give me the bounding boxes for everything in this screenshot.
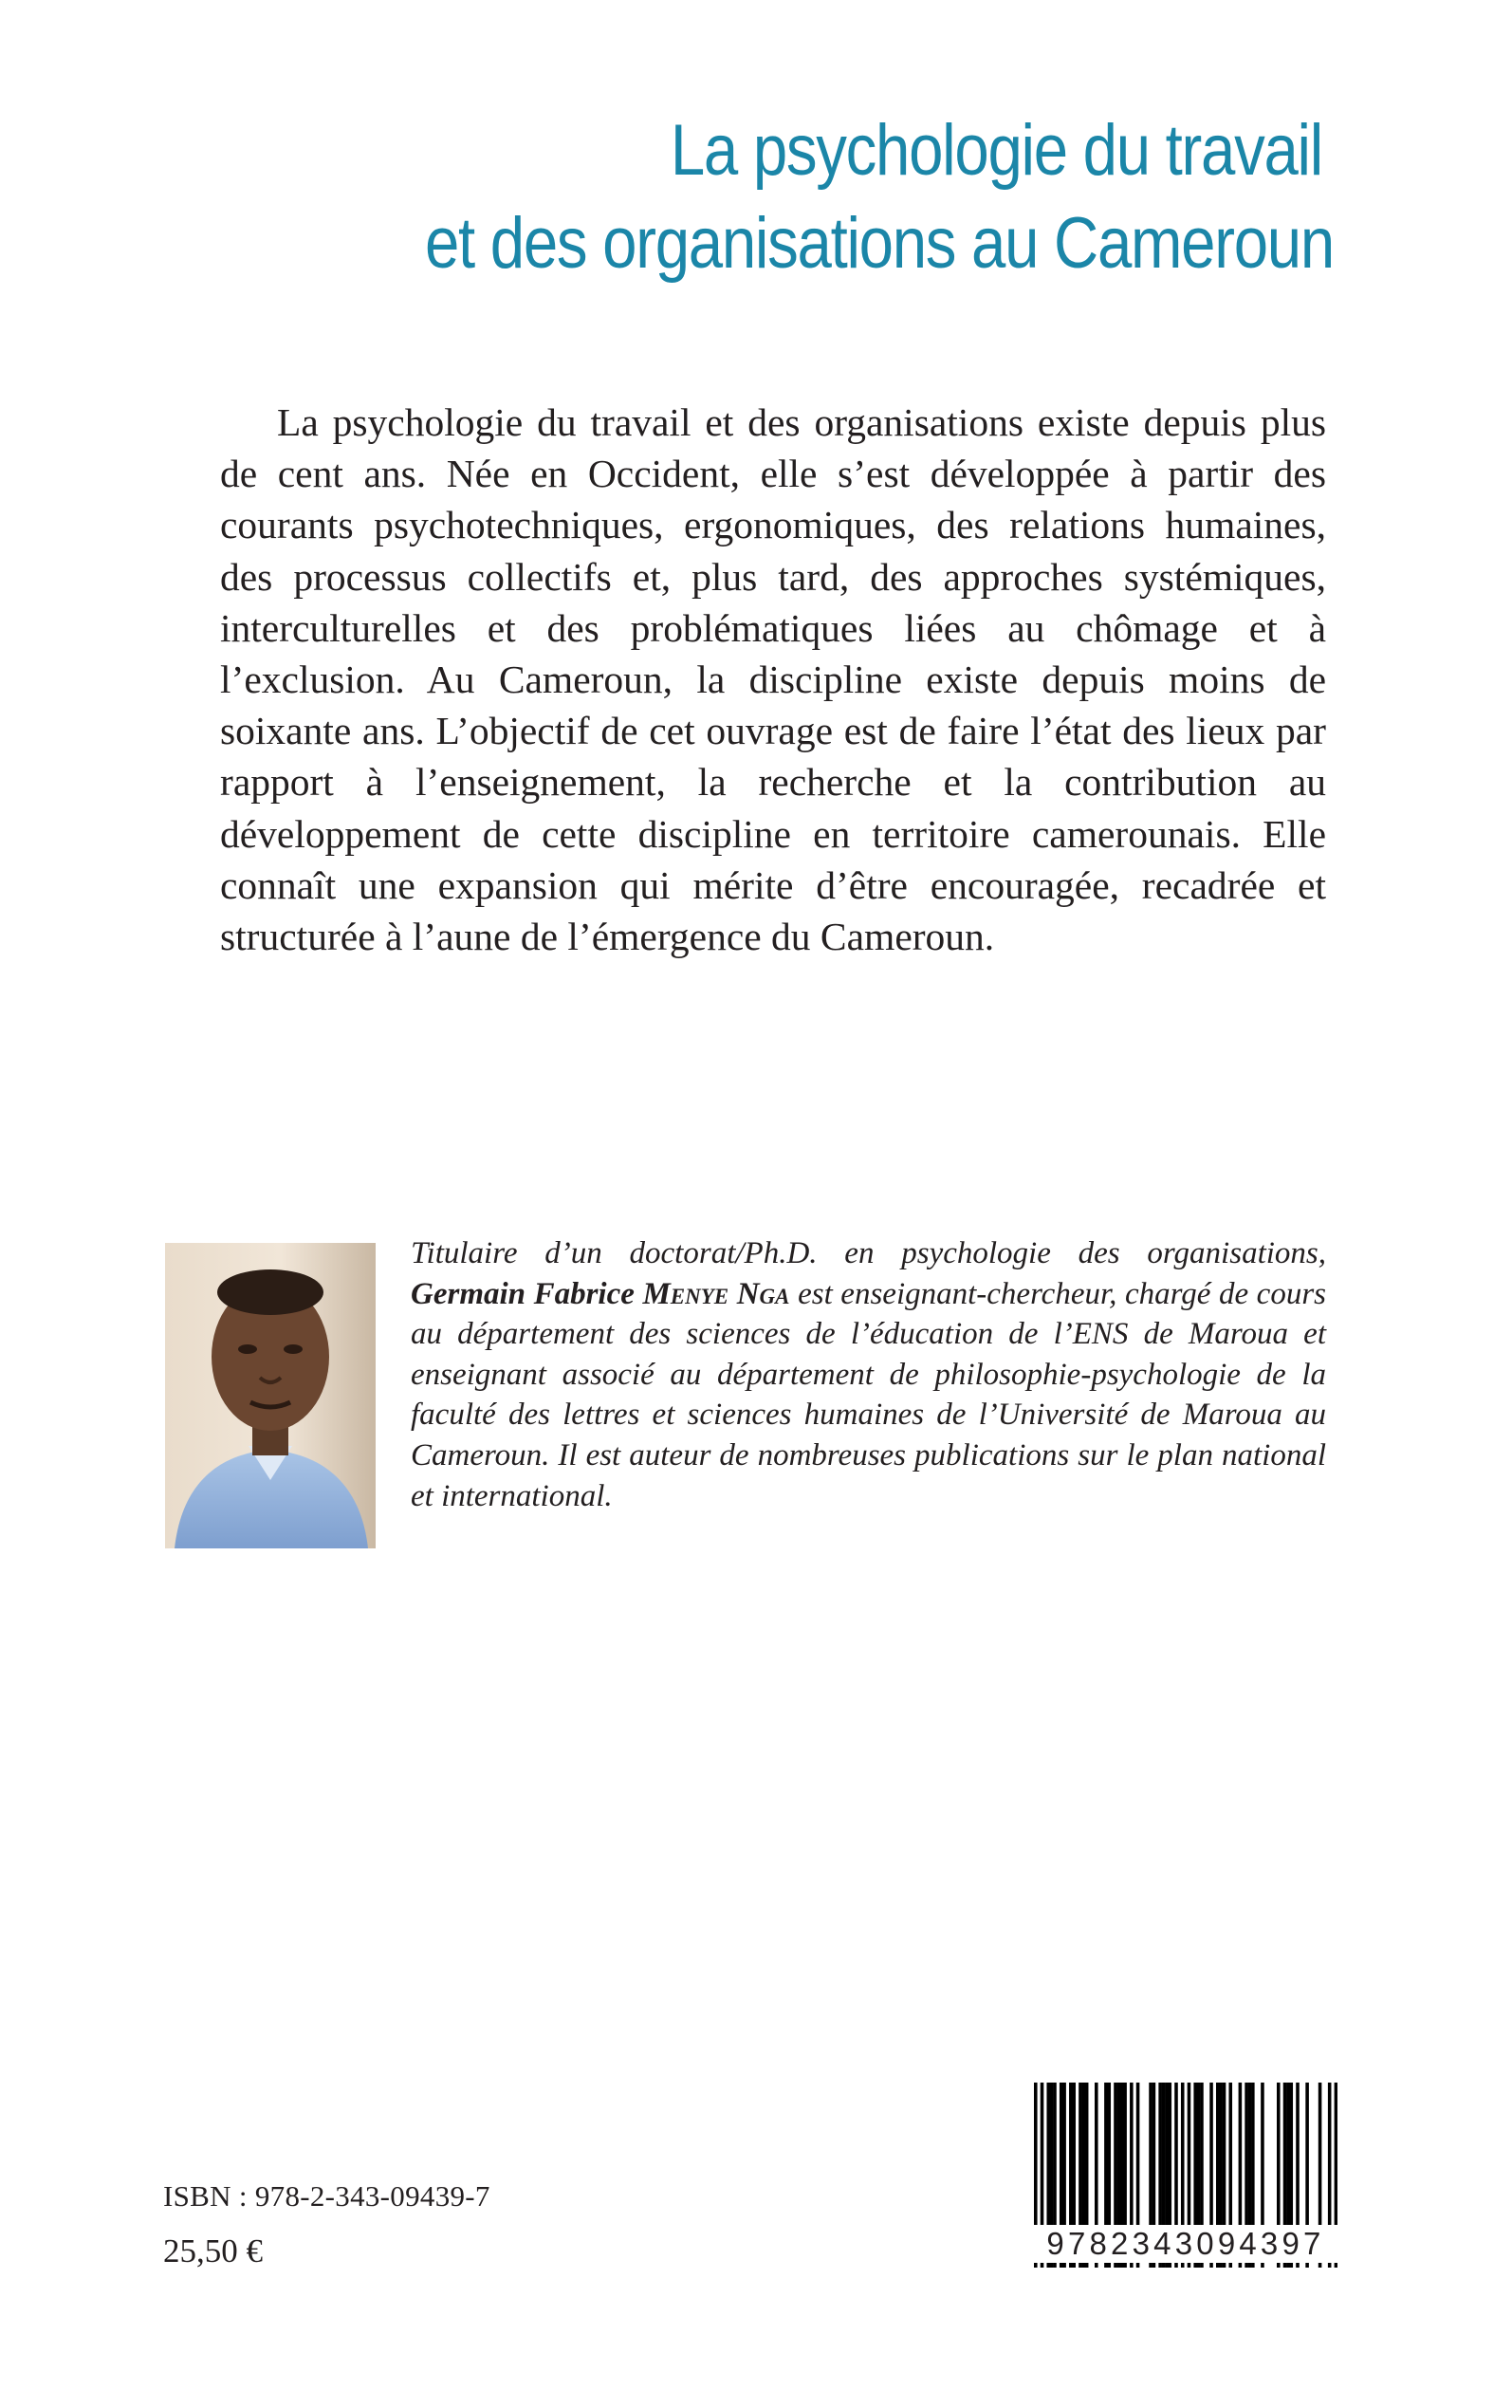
book-summary: La psychologie du travail et des organisations existe depuis plus de cent ans. Née en Occident, elle s’est développée à partir des courants psychotechniques, ergonomiques, des relations humaines, des processus collectifs et, plus tard, des approches systémiques, interculturelles et des problématiques liées au chômage et à l’exclusion. Au Cameroun, la discipline existe depuis moins de soixante ans. L’objectif de cet ouvrage est de faire l’état des lieux par rapport à l’enseignement, la recherche et la contribution au développement de cette discipline en territoire camerounais. Elle connaît une expansion qui mérite d’être encouragée, recadrée et structurée à l’aune de l’émergence du Cameroun. <box>220 400 1326 959</box>
author-last-name: Menye Nga <box>642 1276 790 1311</box>
author-name <box>411 1277 790 1311</box>
barcode-digits: 9782343094397 <box>1034 2225 1337 2263</box>
author-photo <box>165 1243 376 1548</box>
author-biography <box>411 1233 1326 1516</box>
isbn-label: ISBN : 978-2-343-09439-7 <box>163 2179 490 2213</box>
bio-intro: Titulaire d’un doctorat/Ph.D. en psychologie des organisations, <box>411 1236 1326 1270</box>
book-title <box>425 104 1334 290</box>
author-first-names: Germain Fabrice <box>411 1276 643 1311</box>
bio-rest: est enseignant-chercheur, chargé de cours au département des sciences de l’éducation de l’ENS de Maroua et enseignant associé au département de philosophie-psychologie de la faculté des lettres et sciences humaines de l’Université de Maroua au Cameroun. Il est auteur de nombreuses publications sur le plan national et international. <box>411 1276 1327 1513</box>
title-line-2: et des organisations au Cameroun <box>425 203 1334 284</box>
title-line-1: La psychologie du travail <box>670 110 1322 191</box>
price-label: 25,50 € <box>163 2232 263 2269</box>
